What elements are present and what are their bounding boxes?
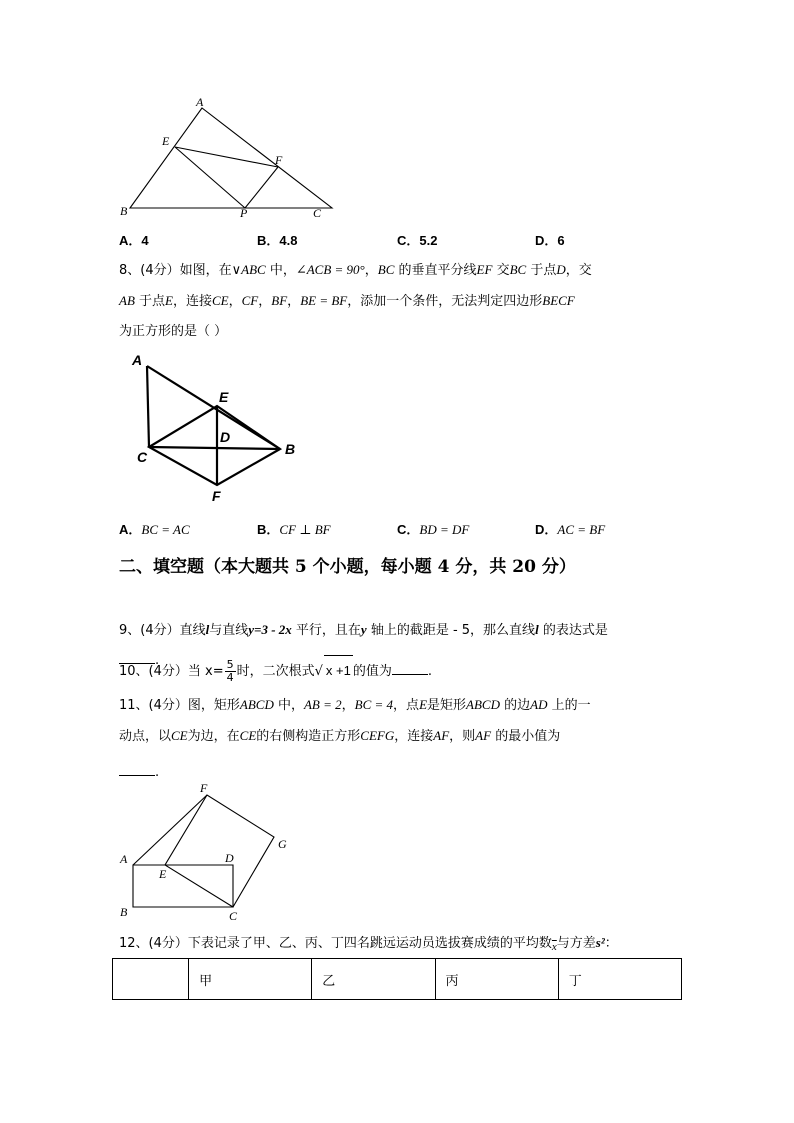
label-b: B — [285, 441, 296, 457]
q9-math: l — [205, 622, 210, 637]
q8-math: CE — [212, 293, 229, 308]
q9-math: l — [535, 622, 539, 637]
label-c: C — [137, 449, 148, 465]
label-e: E — [159, 867, 167, 881]
q10-answer-blank[interactable] — [392, 662, 428, 675]
segment-cb — [149, 447, 280, 449]
q11-line-1: 11、(4分）图，矩形ABCD 中，AB = 2，BC = 4，点E是矩形ABCD 的边AD 上的一 — [119, 697, 591, 713]
q8-math: ∠ACB = 90° — [295, 262, 365, 277]
segment-ef — [175, 147, 278, 167]
q9-line-1 — [119, 615, 689, 646]
label-g: G — [278, 837, 287, 851]
q8-text: ，添加一个条件，无法判定四边形 — [347, 294, 543, 309]
section-2-title: 二、填空题（本大题共 5 个小题，每小题 4 分，共 20 分） — [119, 557, 576, 577]
table-header-cell — [113, 959, 189, 1000]
label-a: A — [132, 352, 143, 368]
label-e: E — [219, 389, 229, 405]
q8-line-3 — [119, 317, 689, 347]
question-10 — [119, 655, 689, 687]
q7-option-b[interactable]: B．4.8 — [257, 233, 298, 248]
q8-text: ，交 — [565, 263, 592, 278]
table-header-cell: 乙 — [312, 959, 435, 1000]
q10-text: 的值为 — [352, 664, 392, 679]
scores-table — [112, 958, 682, 1000]
q11-answer-blank[interactable] — [119, 763, 155, 776]
q9-math: y — [360, 622, 367, 637]
q10-radicand: x +1 — [324, 655, 353, 686]
table-header-cell: 甲 — [189, 959, 312, 1000]
q8-line-2 — [119, 286, 689, 317]
label-b: B — [120, 905, 128, 919]
label-a: A — [120, 852, 128, 866]
label-p: P — [240, 206, 248, 220]
q9-text: 的表达式是 — [538, 623, 608, 638]
q8-text: ， — [287, 294, 301, 309]
q8-text: 8、(4分）如图，在 — [119, 263, 232, 278]
sqrt-sign-icon: √ — [314, 664, 323, 679]
q8-math: E — [165, 293, 173, 308]
q8-math: EF — [476, 262, 493, 277]
q8-math: BF — [271, 293, 288, 308]
q8-text: 交 — [492, 263, 510, 278]
table-row — [113, 959, 682, 1000]
segment-fp — [245, 167, 278, 208]
q8-text: ， — [364, 263, 378, 278]
q8-math: CF — [241, 293, 259, 308]
q7-option-c[interactable]: C．5.2 — [397, 233, 438, 248]
label-d: D — [220, 429, 231, 445]
q10-line-1 — [119, 655, 689, 687]
q12-text: 12、(4分）下表记录了甲、乙、丙、丁四名跳远运动员选拔赛成绩的平均数 — [119, 936, 552, 951]
q7-option-d[interactable]: D．6 — [535, 233, 565, 248]
q8-math: BECF — [542, 293, 575, 308]
q10-text: 时，二次根式 — [236, 664, 315, 679]
q8-math: ∨ABC — [231, 262, 266, 277]
q8-text: 中， — [265, 263, 296, 278]
label-c: C — [313, 206, 322, 220]
q12-variance-symbol: s² — [595, 935, 605, 950]
q8-math: D — [556, 262, 566, 277]
q12-mean-symbol: x — [551, 941, 557, 953]
q8-option-d[interactable]: D．AC = BF — [535, 522, 606, 537]
q8-text: ， — [228, 294, 242, 309]
label-c: C — [229, 909, 238, 923]
q8-line-1 — [119, 255, 689, 286]
question-8 — [119, 255, 689, 347]
q9-text: 轴上的截距是 - 5，那么直线 — [366, 623, 536, 638]
q8-option-c[interactable]: C．BD = DF — [397, 522, 470, 537]
label-f: F — [212, 488, 221, 504]
q12-text: ： — [604, 936, 618, 951]
q9-text: 与直线 — [209, 623, 249, 638]
q8-text: 为正方形的是（ ） — [119, 324, 228, 339]
table-header-cell: 丙 — [435, 959, 558, 1000]
q11-line-2: 动点，以CE为边，在CE的右侧构造正方形CEFG，连接AF，则AF 的最小值为 — [119, 728, 561, 744]
q8-text: ，连接 — [172, 294, 212, 309]
q8-option-b[interactable]: B．CF ⊥ BF — [257, 522, 331, 537]
figure-quadrilateral-becf — [125, 350, 315, 510]
table-header-cell: 丁 — [558, 959, 681, 1000]
q10-text: . — [427, 664, 433, 679]
q9-text: 平行，且在 — [291, 623, 361, 638]
q8-text: 于点 — [526, 263, 557, 278]
q8-math: BE = BF — [300, 293, 348, 308]
q9-text: 9、(4分）直线 — [119, 623, 206, 638]
label-e: E — [162, 134, 170, 148]
figure-triangle-abc — [110, 95, 350, 225]
q10-fraction: $\frac{5}{4}$ — [226, 658, 234, 684]
q8-option-a[interactable]: A．BC = AC — [119, 522, 190, 537]
label-f: F — [200, 781, 208, 795]
label-f: F — [275, 153, 283, 167]
segment-ac — [147, 366, 149, 447]
quadrilateral-becf — [149, 406, 280, 485]
segment-ep — [175, 147, 245, 208]
question-12 — [119, 928, 689, 962]
q12-text: 与方差 — [556, 936, 596, 951]
figure-rectangle-square — [115, 780, 305, 925]
square-cefg — [165, 795, 274, 907]
q11-line-3: . — [119, 758, 689, 788]
q8-math: BC — [377, 262, 395, 277]
segment-af — [133, 795, 207, 865]
q8-text: 于点 — [134, 294, 166, 309]
q8-text: 的垂直平分线 — [394, 263, 477, 278]
q10-text: 10、(4分）当 x= — [119, 664, 224, 679]
q9-math: y=3 - 2x — [248, 622, 292, 637]
q8-text: ， — [258, 294, 272, 309]
q8-math: BC — [509, 262, 527, 277]
question-11 — [119, 690, 689, 788]
q8-math: AB — [119, 293, 135, 308]
q9-text: . — [155, 653, 160, 668]
q7-option-a[interactable]: A．4 — [119, 233, 149, 248]
rectangle-abcd — [133, 865, 233, 907]
label-a: A — [196, 95, 204, 109]
label-b: B — [120, 204, 128, 218]
label-d: D — [225, 851, 234, 865]
